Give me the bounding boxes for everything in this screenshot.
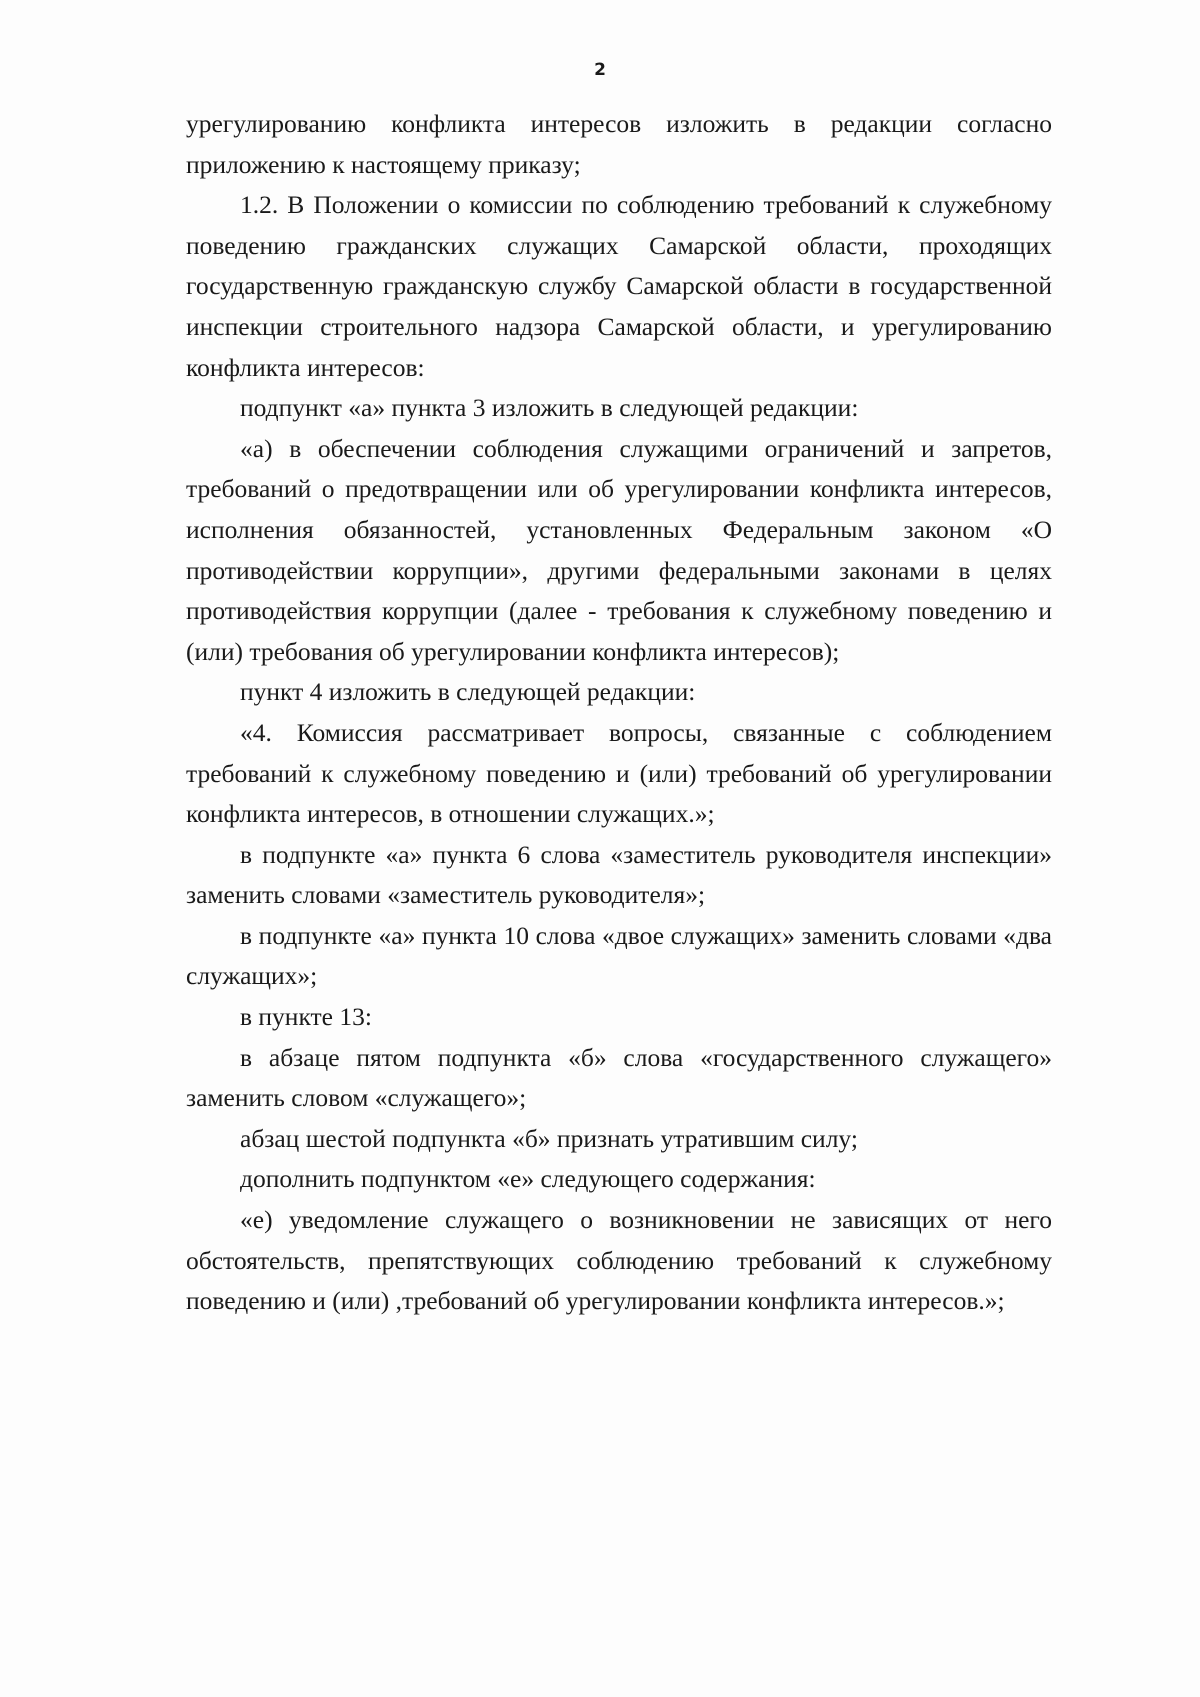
paragraph-item-1-2: 1.2. В Положении о комиссии по соблюдению требований к служебному поведению гражданских служащих Самарской области, проходящих государственную гражданскую службу Самарской области в государственной инспекции строительного надзора Самарской области, и урегулированию конфликта интересов:	[186, 190, 1052, 382]
paragraph-subpoint-a-text: «а) в обеспечении соблюдения служащими ограничений и запретов, требований о предотвращении или об урегулировании конфликта интересов, исполнения обязанностей, установленных Федеральным законом «О противодействии коррупции», другими федеральными законами в целях противодействия коррупции (далее - требования к служебному поведению и (или) требования об урегулировании конфликта интересов);	[186, 433, 1052, 666]
paragraph-subpoint-e-text: «е) уведомление служащего о возникновении не зависящих от него обстоятельств, препятствующих соблюдению требований к служебному поведению и (или) ,требований об урегулировании конфликта интересов.»;	[186, 1205, 1052, 1316]
paragraph-point-6: в подпункте «а» пункта 6 слова «заместитель руководителя инспекции» заменить словами «заместитель руководителя»;	[186, 839, 1052, 910]
paragraph-point-13: в пункте 13:	[240, 1002, 372, 1032]
paragraph-point-4-text: «4. Комиссия рассматривает вопросы, связанные с соблюдением требований к служебному поведению и (или) требований об урегулировании конфликта интересов, в отношении служащих.»;	[186, 717, 1052, 829]
paragraph-point-4: пункт 4 изложить в следующей редакции:	[240, 677, 696, 707]
paragraph-continuation: урегулированию конфликта интересов изложить в редакции согласно приложению к настоящему приказу;	[186, 109, 1052, 179]
paragraph-point-13-abzac-5: в абзаце пятом подпункта «б» слова «государственного служащего» заменить словом «служащего»;	[186, 1042, 1052, 1113]
page-number: 2	[594, 60, 606, 80]
paragraph-add-subpoint-e: дополнить подпунктом «е» следующего содержания:	[240, 1164, 816, 1194]
paragraph-subpoint-a-point-3: подпункт «а» пункта 3 изложить в следующей редакции:	[240, 393, 859, 423]
paragraph-point-10: в подпункте «а» пункта 10 слова «двое служащих» заменить словами «два служащих»;	[186, 920, 1052, 991]
document-body	[186, 104, 1052, 1322]
paragraph-point-13-abzac-6: абзац шестой подпункта «б» признать утратившим силу;	[240, 1123, 858, 1153]
